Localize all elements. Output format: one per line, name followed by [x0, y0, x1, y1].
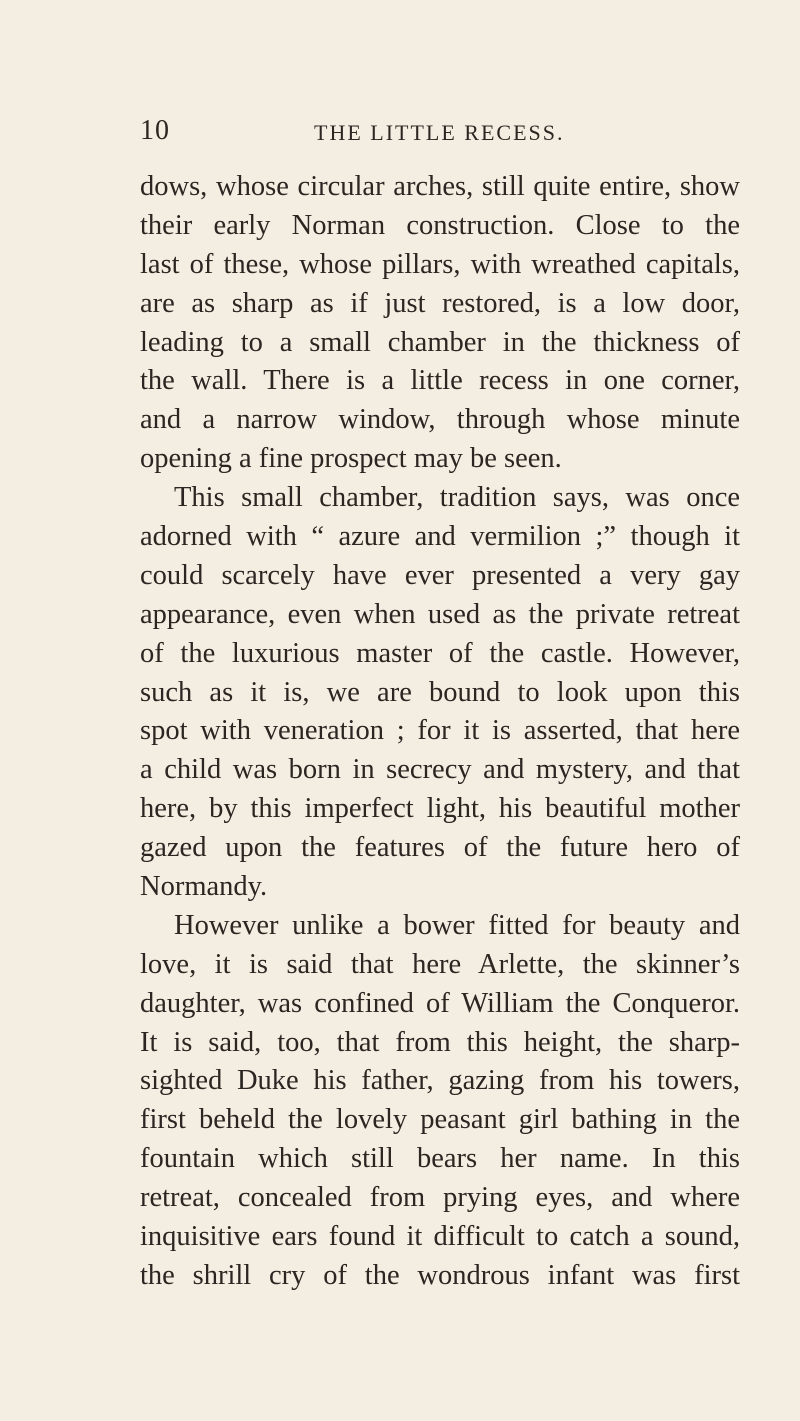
page-number: 10	[140, 115, 170, 146]
text-line: leading to a small chamber in the thickness of	[140, 326, 740, 358]
text-line: This small chamber, tradition says, was once	[174, 482, 740, 514]
text-line: retreat, concealed from prying eyes, and where	[140, 1182, 740, 1214]
text-line: here, by this imperfect light, his beautiful mother	[140, 793, 740, 825]
text-line: inquisitive ears found it difficult to catch a sound,	[140, 1221, 740, 1253]
text-line: are as sharp as if just restored, is a low door,	[140, 287, 740, 319]
text-line: the wall. There is a little recess in one corner,	[140, 365, 740, 397]
text-line: Normandy.	[140, 871, 268, 903]
text-line: gazed upon the features of the future hero of	[140, 832, 740, 864]
text-line: and a narrow window, through whose minute	[140, 404, 740, 436]
running-title: THE LITTLE RECESS.	[314, 120, 565, 145]
text-line: dows, whose circular arches, still quite entire, show	[140, 171, 740, 202]
text-line: love, it is said that here Arlette, the skinner’s	[140, 948, 740, 980]
text-line: last of these, whose pillars, with wreathed capitals,	[140, 248, 740, 280]
text-line: fountain which still bears her name. In this	[140, 1143, 740, 1175]
text-line: first beheld the lovely peasant girl bathing in the	[140, 1104, 740, 1136]
text-line: adorned with “ azure and vermilion ;” though it	[140, 521, 740, 553]
text-line: of the luxurious master of the castle. However,	[140, 637, 740, 669]
running-head	[140, 116, 710, 150]
text-line: a child was born in secrecy and mystery, and that	[140, 754, 740, 786]
text-line: However unlike a bower fitted for beauty and	[174, 909, 740, 941]
text-line: such as it is, we are bound to look upon this	[140, 676, 740, 708]
text-line: the shrill cry of the wondrous infant was first	[140, 1259, 740, 1291]
text-line: sighted Duke his father, gazing from his towers,	[140, 1065, 740, 1097]
text-line: could scarcely have ever presented a very gay	[140, 559, 740, 591]
text-line: opening a fine prospect may be seen.	[140, 443, 562, 475]
text-line: spot with veneration ; for it is asserted, that here	[140, 715, 740, 747]
text-line: appearance, even when used as the private retreat	[140, 598, 740, 630]
text-line: their early Norman construction. Close to the	[140, 209, 740, 241]
text-line: daughter, was confined of William the Conqueror.	[140, 987, 740, 1019]
body-text	[140, 168, 740, 1296]
text-line: It is said, too, that from this height, the sharp-	[140, 1026, 740, 1058]
